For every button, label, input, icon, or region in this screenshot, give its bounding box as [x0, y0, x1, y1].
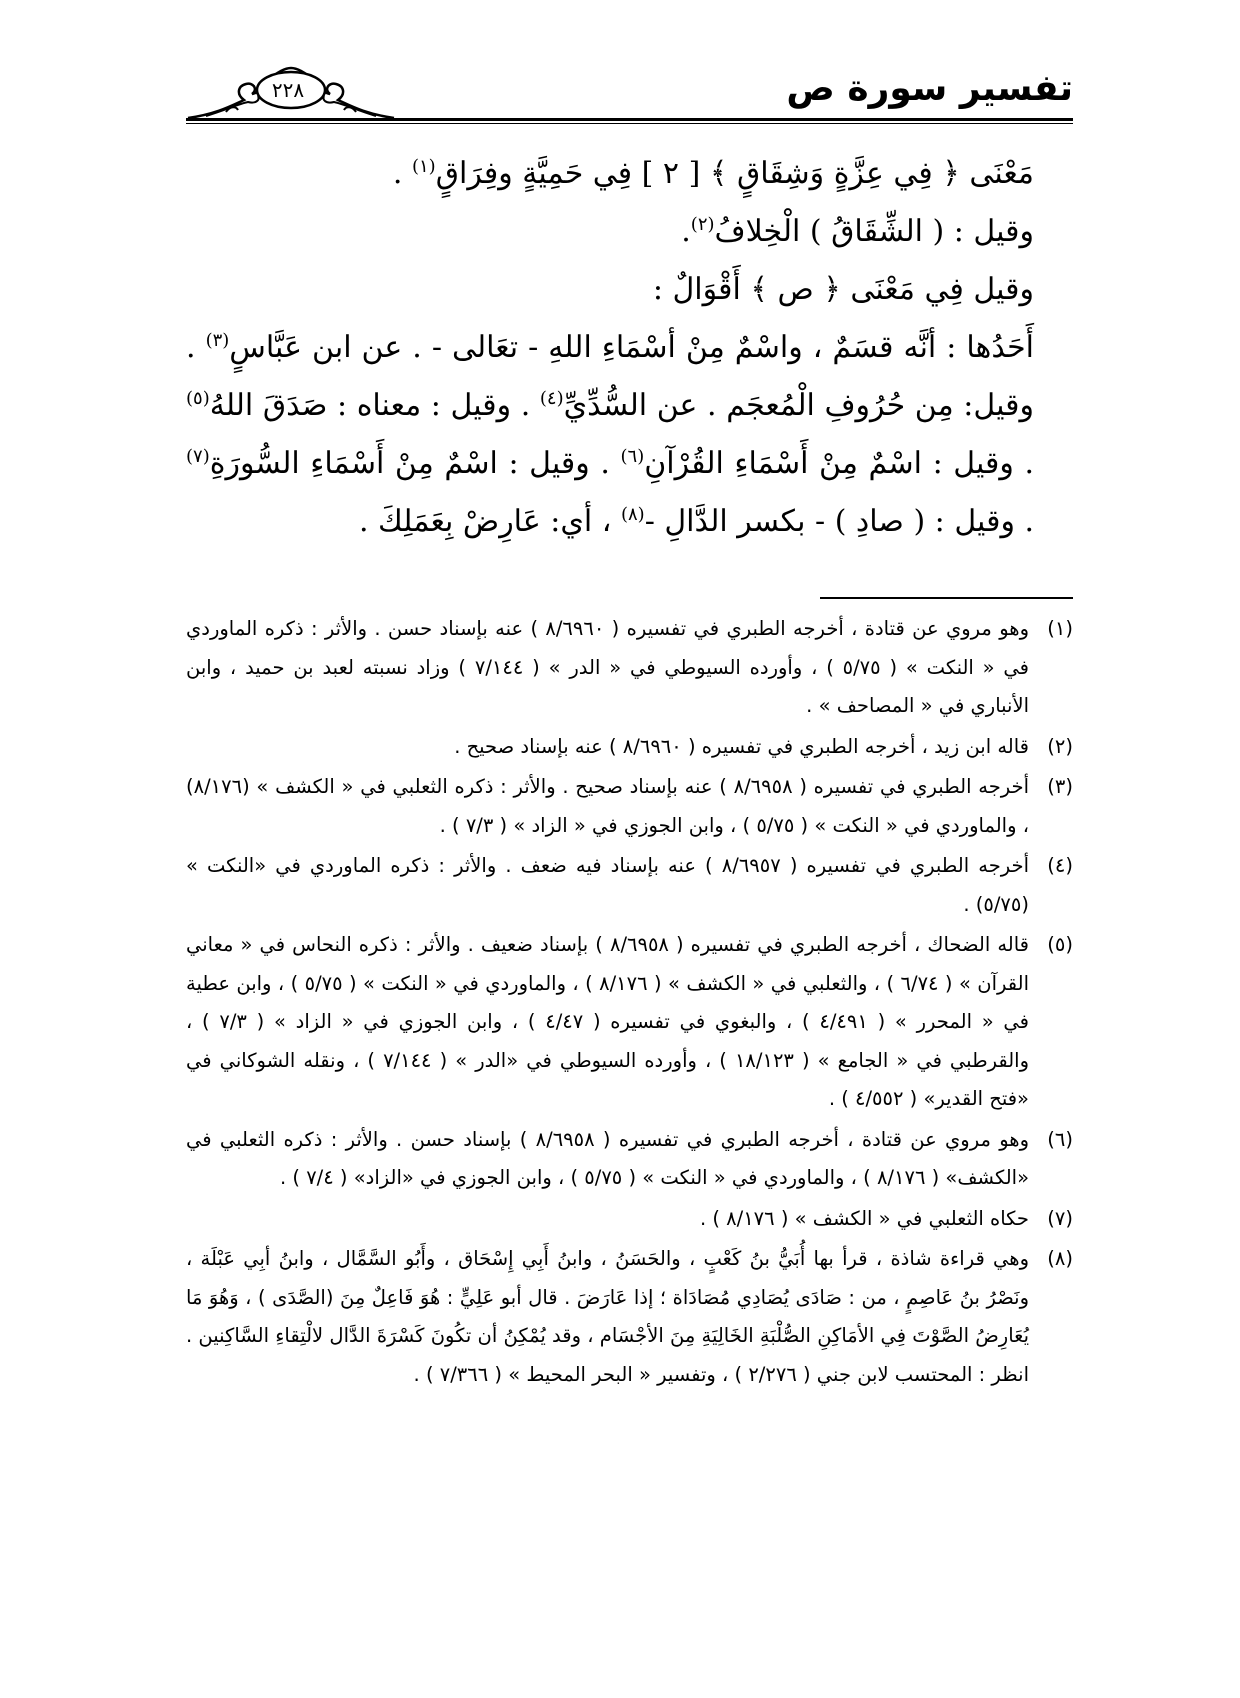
footnote-separator — [820, 597, 1073, 599]
footnote-number: (٥) — [1047, 933, 1073, 956]
footnote-text: حكاه الثعلبي في « الكشف » ( ٨/١٧٦ ) . — [699, 1206, 1029, 1230]
footnote-text: وهو مروي عن قتادة ، أخرجه الطبري في تفسيره ( ٨/٦٩٦٠ ) عنه بإسناد حسن . والأثر : ذكره الماوردي في « النكت » ( ٥/٧٥ ) ، وأورده السيوطي في « الدر » ( ٧/١٤٤ ) وزاد نسبته لعبد بن حميد ، وابن الأنباري في « المصاحف » . — [186, 617, 1030, 717]
footnote-number: (٨) — [1047, 1247, 1073, 1270]
footnote-ref: (٥) — [186, 388, 210, 409]
footnote — [186, 1121, 1073, 1198]
footnote-number: (١) — [1047, 617, 1073, 640]
footnote-number: (٤) — [1047, 854, 1073, 877]
main-text — [186, 145, 1034, 551]
footnote — [186, 847, 1073, 924]
page-number: ٢٢٨ — [271, 78, 305, 102]
footnote — [186, 728, 1073, 767]
footnote-ref: (٢) — [690, 214, 715, 235]
footnote — [186, 768, 1073, 845]
footnote-number: (٦) — [1047, 1127, 1073, 1151]
footnote-number: (٧) — [1047, 1206, 1073, 1230]
footnote — [186, 926, 1073, 1119]
footnote-ref: (٣) — [205, 330, 230, 351]
footnote-text: أخرجه الطبري في تفسيره ( ٨/٦٩٥٧ ) عنه بإسناد فيه ضعف . والأثر : ذكره الماوردي في «النكت » (٥/٧٥) . — [186, 854, 1029, 916]
footnote-ref: (١) — [411, 156, 436, 177]
footnote-ref: (٨) — [620, 504, 645, 525]
footnote — [186, 610, 1073, 726]
footnotes — [186, 610, 1073, 1396]
page-title: تفسير سورة ص — [786, 68, 1073, 109]
body-paragraph: أَحَدُها : أنَّه قسَمٌ ، واسْمٌ مِنْ أسْمَاءِ اللهِ - تعَالى - . عن ابن عَبَّاسٍ$^{(٣)}$ . وقيل: مِن حُرُوفِ الْمُعجَم . عن السُّدِّيِّ$^{(٤)}$ . وقيل : معناه : صَدَقَ اللهُ$^{(٥)}$ . وقيل : اسْمٌ مِنْ أَسْمَاءِ القُرْآنِ$^{(٦)}$ . وقيل : اسْمٌ مِنْ أَسْمَاءِ السُّورَةِ$^{(٧)}$ . وقيل : ( صادِ ) - بكسر الدَّالِ -$^{(٨)}$ ، أي: عَارِضْ بِعَمَلِكَ . — [186, 330, 1034, 539]
footnote-number: (٢) — [1047, 734, 1073, 758]
footnote-text: وهي قراءة شاذة ، قرأ بها أُبَيُّ بنُ كَعْبٍ ، والحَسَنُ ، وابنُ أَبِي إِسْحَاق ، وأَبُو السَّمَّال ، وابنُ أبِي عَبْلَة ، ونَصْرُ بنُ عَاصِمٍ ، من : صَادَى يُصَادِي مُصَادَاة ؛ إذا عَارَضَ . قال أبو عَلِيٍّ : هُوَ فَاعِلٌ مِنَ (الصَّدَى ) ، وَهُوَ مَا يُعَارِضُ الصَّوْتَ فِي الأمَاكِنِ الصُّلْبَةِ الخَالِيَةِ مِنَ الأجْسَام ، وقد يُمْكِنُ أن تكُونَ كَسْرَةَ الدَّال لالْتِقاءِ السَّاكِنين . انظر : المحتسب لابن جني ( ٢/٢٧٦ ) ، وتفسير « البحر المحيط » ( ٧/٣٦٦ ) . — [186, 1247, 1029, 1386]
header-rule-thin — [186, 123, 1073, 124]
footnote-text: قاله ابن زيد ، أخرجه الطبري في تفسيره ( ٨/٦٩٦٠ ) عنه بإسناد صحيح . — [454, 734, 1029, 758]
footnote — [186, 1240, 1073, 1394]
header-rule — [186, 118, 1073, 121]
body-line-1: مَعْنَى ﴿ فِي عِزَّةٍ وَشِقَاقٍ ﴾ [ ٢ ] فِي حَمِيَّةٍ وفِرَاقٍ$^{(١)}$ . — [392, 156, 1034, 191]
footnote-ref: (٤) — [539, 388, 564, 409]
footnote-ref: (٧) — [186, 446, 210, 467]
footnote-text: وهو مروي عن قتادة ، أخرجه الطبري في تفسيره ( ٨/٦٩٥٨ ) بإسناد حسن . والأثر : ذكره الثعلبي في «الكشف» ( ٨/١٧٦ ) ، والماوردي في « النكت » ( ٥/٧٥ ) ، وابن الجوزي في «الزاد» ( ٧/٤ ) . — [186, 1127, 1029, 1189]
body-line-3: وقيل فِي مَعْنَى ﴿ ص ﴾ أَقْوَالٌ : — [652, 272, 1034, 307]
footnote-ref: (٦) — [620, 446, 645, 467]
body-line-2: وقيل : ( الشِّقَاقُ ) الْخِلافُ$^{(٢)}$. — [681, 214, 1034, 249]
footnote — [186, 1200, 1073, 1239]
footnote-text: قاله الضحاك ، أخرجه الطبري في تفسيره ( ٨/٦٩٥٨ ) بإسناد ضعيف . والأثر : ذكره النحاس في « معاني القرآن » ( ٦/٧٤ ) ، والثعلبي في « الكشف » ( ٨/١٧٦ ) ، والماوردي في « النكت » ( ٥/٧٥ ) ، وابن عطية في « المحرر » ( ٤/٤٩١ ) ، والبغوي في تفسيره ( ٤/٤٧ ) ، وابن الجوزي في « الزاد » ( ٧/٣ ) ، والقرطبي في « الجامع » ( ١٨/١٢٣ ) ، وأورده السيوطي في «الدر » ( ٧/١٤٤ ) ، ونقله الشوكاني في «فتح القدير» ( ٤/٥٥٢ ) . — [186, 933, 1029, 1110]
footnote-text: أخرجه الطبري في تفسيره ( ٨/٦٩٥٨ ) عنه بإسناد صحيح . والأثر : ذكره الثعلبي في « الكشف » (٨/١٧٦) ، والماوردي في « النكت » ( ٥/٧٥ ) ، وابن الجوزي في « الزاد » ( ٧/٣ ) . — [186, 775, 1029, 837]
footnote-number: (٣) — [1047, 775, 1073, 798]
